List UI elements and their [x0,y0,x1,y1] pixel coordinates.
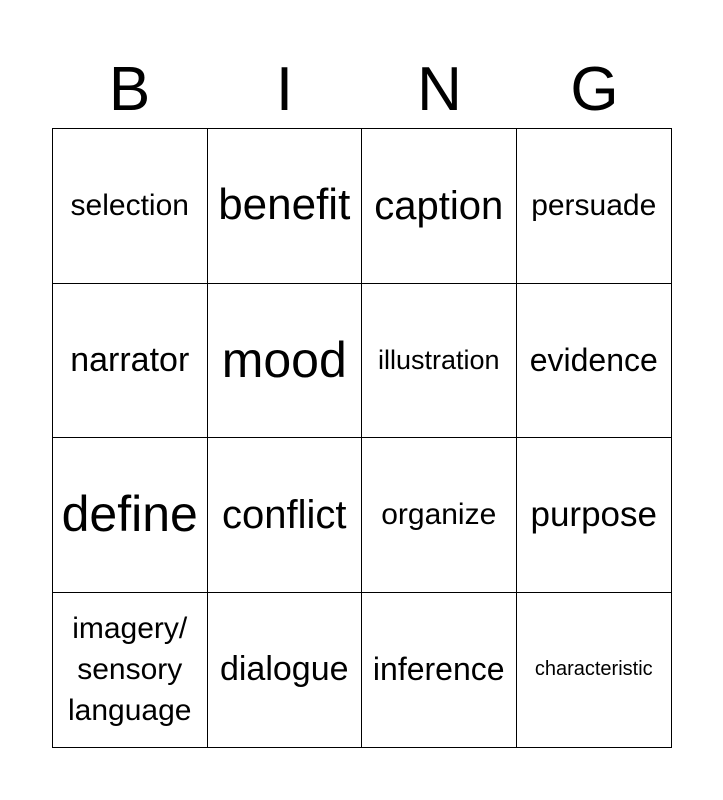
bingo-cell[interactable]: purpose [517,438,672,593]
header-letter-n: N [417,55,462,124]
bingo-cell[interactable]: inference [362,593,517,748]
header-letter-g: G [570,55,619,124]
bingo-cell[interactable]: define [53,438,208,593]
bingo-cell[interactable]: organize [362,438,517,593]
bingo-cell[interactable]: selection [53,129,208,284]
bingo-cell[interactable]: characteristic [534,658,653,681]
bingo-cell[interactable]: evidence [517,284,672,439]
bingo-cell[interactable]: narrator [53,284,208,439]
bingo-cell[interactable]: persuade [517,129,672,284]
bingo-header [52,52,672,128]
bingo-board [52,128,672,748]
bingo-cell[interactable]: conflict [208,438,363,593]
bingo-cell[interactable]: benefit [208,129,363,284]
bingo-cell[interactable]: dialogue [208,593,363,748]
bingo-cell[interactable]: caption [362,129,517,284]
bingo-cell[interactable]: mood [208,284,363,439]
header-letter-b: B [108,55,151,124]
header-letter-i: I [275,55,294,124]
bingo-cell[interactable]: illustration [362,284,517,439]
bingo-cell[interactable]: imagery/ sensory language [53,593,208,748]
